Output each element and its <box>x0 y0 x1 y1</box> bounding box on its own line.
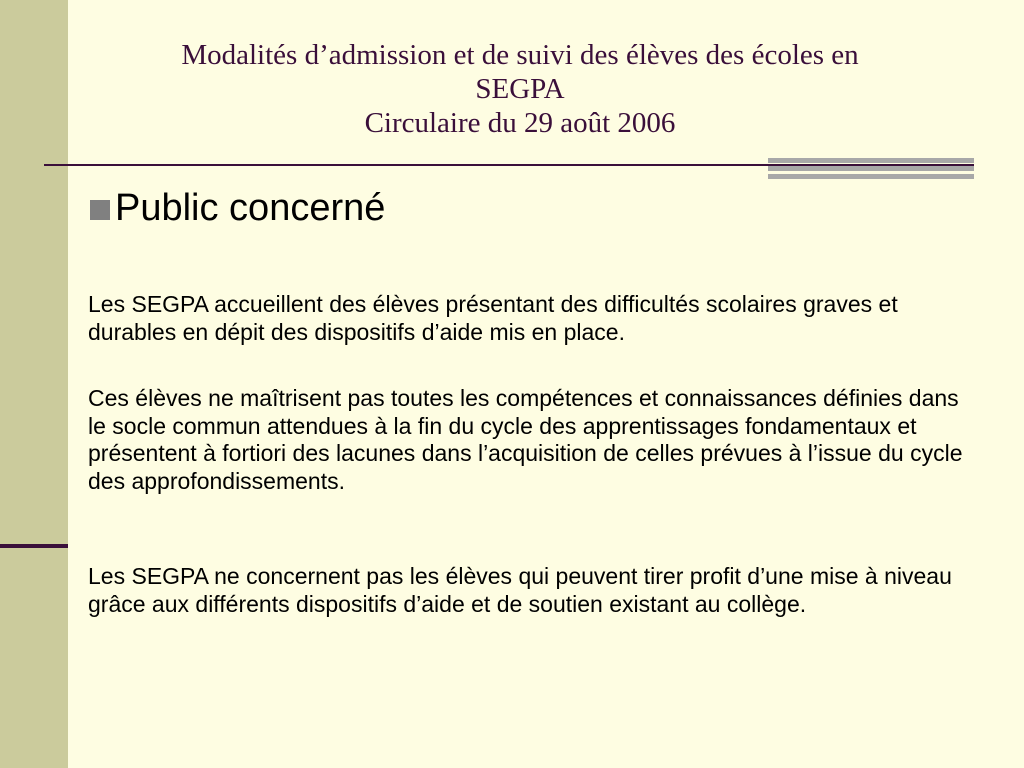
left-accent-line <box>0 544 68 548</box>
title-line-1: Modalités d’admission et de suivi des élèves des écoles en <box>181 39 859 71</box>
slide-title <box>100 38 940 140</box>
bullet-heading <box>90 186 385 230</box>
title-divider-accent <box>768 158 974 179</box>
title-line-3: Circulaire du 29 août 2006 <box>364 107 676 139</box>
paragraph-2: Ces élèves ne maîtrisent pas toutes les compétences et connaissances définies dans le socle commun attendues à la fin du cycle des apprentissages fondamentaux et présentent à fortiori des lacunes dans l’acquisition de celles prévues à l’issue du cycle des approfondissements. <box>88 385 963 494</box>
paragraph-1: Les SEGPA accueillent des élèves présentant des difficultés scolaires graves et durables en dépit des dispositifs d’aide mis en place. <box>88 291 898 345</box>
bullet-square-icon <box>90 200 110 220</box>
paragraph-3: Les SEGPA ne concernent pas les élèves qui peuvent tirer profit d’une mise à niveau grâce aux différents dispositifs d’aide et de soutien existant au collège. <box>88 563 952 617</box>
title-line-2: SEGPA <box>475 73 565 105</box>
left-decorative-band <box>0 0 68 768</box>
bullet-heading-text: Public concerné <box>115 187 386 229</box>
